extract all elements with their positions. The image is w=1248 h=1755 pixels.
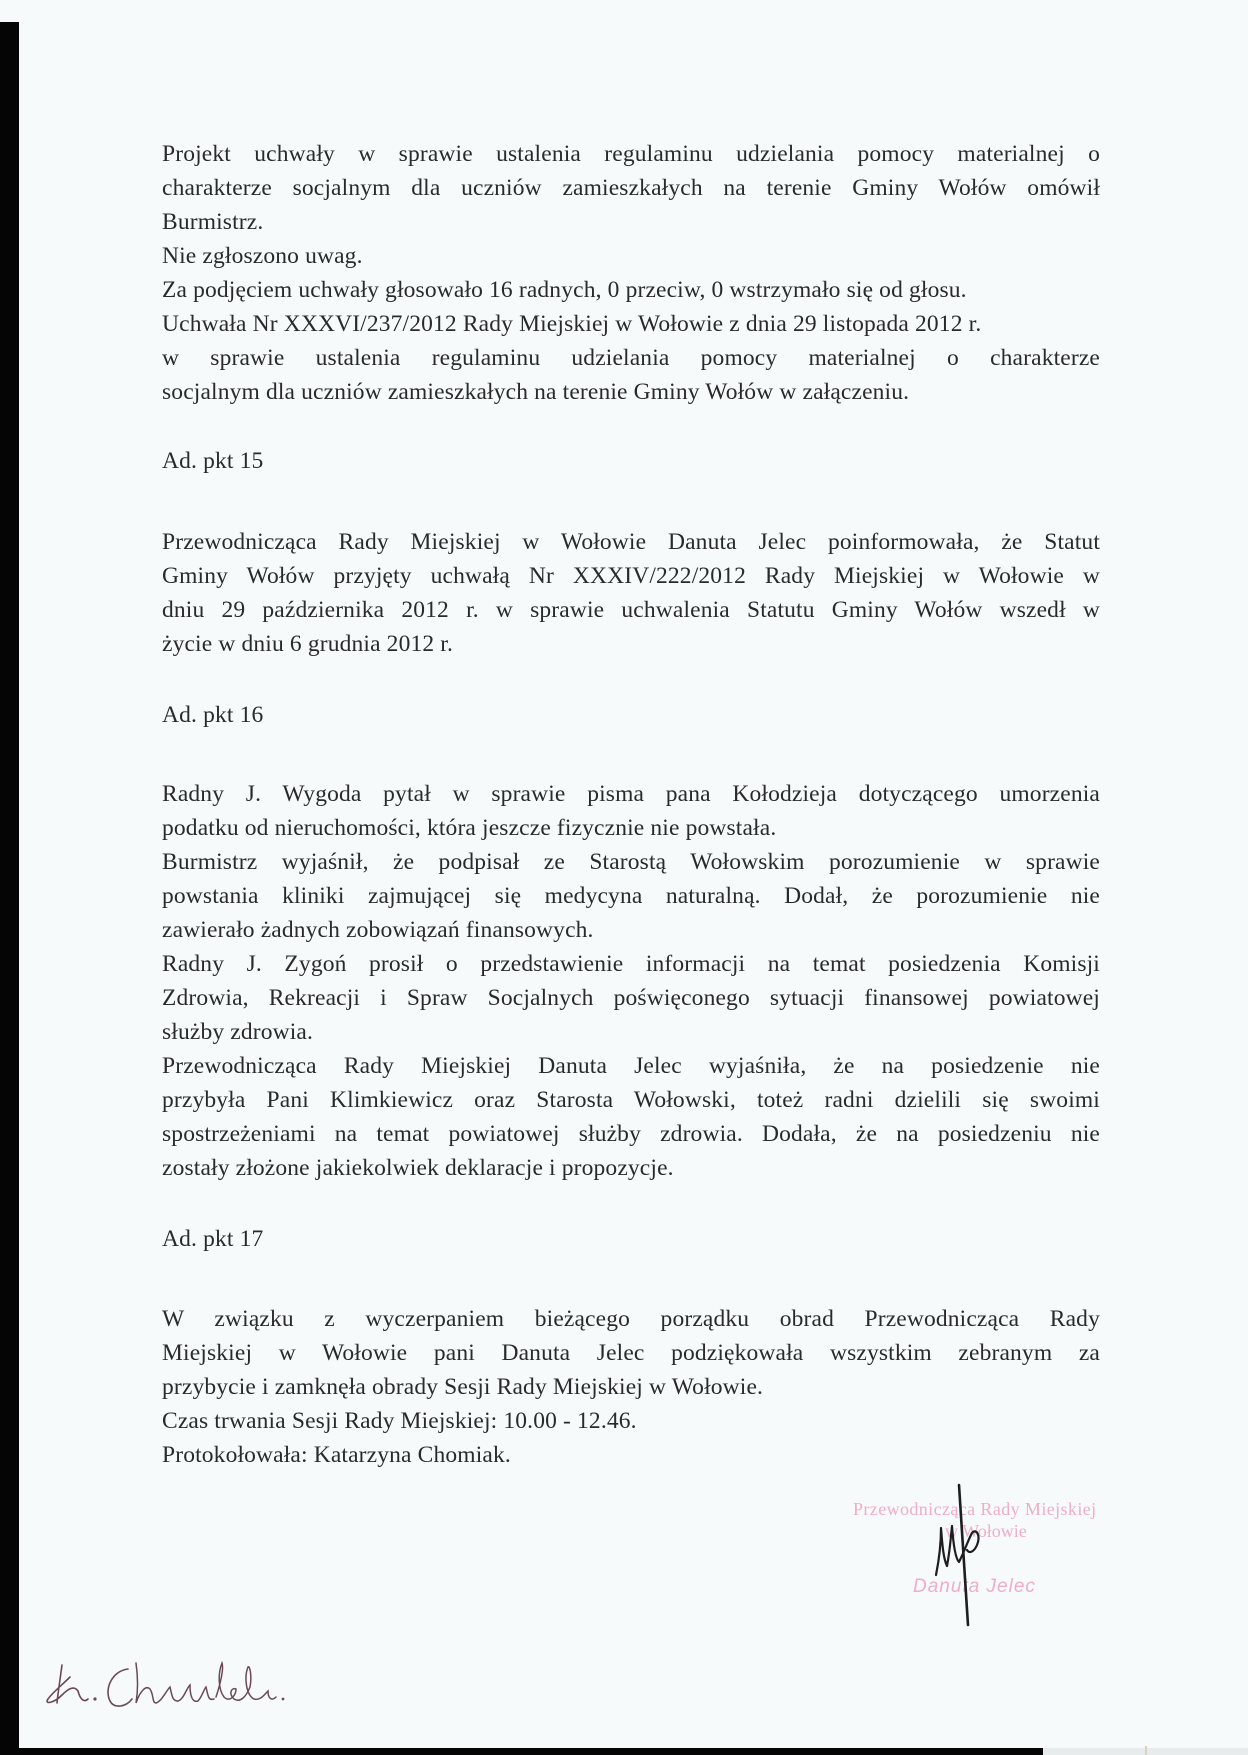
paragraph-line: przybycie i zamknęła obrady Sesji Rady Miejskiej w Wołowie. bbox=[162, 1374, 764, 1400]
paragraph-line: Burmistrz. bbox=[162, 209, 264, 235]
paragraph-line: dniu 29 października 2012 r. w sprawie uchwalenia Statutu Gminy Wołów wszedł w bbox=[162, 597, 1100, 623]
scan-border-bottom bbox=[0, 1748, 1043, 1755]
paragraph-line: Gminy Wołów przyjęty uchwałą Nr XXXIV/222/2012 Rady Miejskiej w Wołowie w bbox=[162, 563, 1100, 589]
paragraph-line: służby zdrowia. bbox=[162, 1019, 314, 1045]
paragraph-line: w sprawie ustalenia regulaminu udzielania pomocy materialnej o charakterze bbox=[162, 345, 1100, 371]
paragraph-line: życie w dniu 6 grudnia 2012 r. bbox=[162, 631, 454, 657]
section-heading-16: Ad. pkt 16 bbox=[162, 702, 264, 728]
paragraph-line: charakterze socjalnym dla uczniów zamieszkałych na terenie Gminy Wołów omówił bbox=[162, 175, 1100, 201]
section-heading-15: Ad. pkt 15 bbox=[162, 448, 264, 474]
paragraph-line: Za podjęciem uchwały głosowało 16 radnych, 0 przeciw, 0 wstrzymało się od głosu. bbox=[162, 277, 967, 303]
chair-signature bbox=[925, 1480, 1005, 1630]
paragraph-line: Burmistrz wyjaśnił, że podpisał ze Starostą Wołowskim porozumienie w sprawie bbox=[162, 849, 1100, 875]
paragraph-line: socjalnym dla uczniów zamieszkałych na terenie Gminy Wołów w załączeniu. bbox=[162, 379, 910, 405]
paragraph-line: Protokołowała: Katarzyna Chomiak. bbox=[162, 1442, 511, 1468]
paragraph-line: zawierało żadnych zobowiązań finansowych. bbox=[162, 917, 594, 943]
paragraph-line: Czas trwania Sesji Rady Miejskiej: 10.00 - 12.46. bbox=[162, 1408, 637, 1434]
paragraph-line: Przewodnicząca Rady Miejskiej w Wołowie Danuta Jelec poinformowała, że Statut bbox=[162, 529, 1100, 555]
scan-border-left bbox=[0, 22, 19, 1755]
paragraph-line: przybyła Pani Klimkiewicz oraz Starosta Wołowski, toteż radni dzielili się swoimi bbox=[162, 1087, 1100, 1113]
paragraph-line: Nie zgłoszono uwag. bbox=[162, 243, 363, 269]
paragraph-line: Miejskiej w Wołowie pani Danuta Jelec podziękowała wszystkim zebranym za bbox=[162, 1340, 1100, 1366]
paragraph-line: W związku z wyczerpaniem bieżącego porządku obrad Przewodnicząca Rady bbox=[162, 1306, 1100, 1332]
minutes-signature bbox=[40, 1655, 320, 1715]
paragraph-line: Radny J. Wygoda pytał w sprawie pisma pana Kołodzieja dotyczącego umorzenia bbox=[162, 781, 1100, 807]
stamp-location: w Wołowie bbox=[945, 1521, 1027, 1541]
scan-edge-mark bbox=[1145, 1746, 1147, 1755]
stamp-title: Przewodnicząca Rady Miejskiej bbox=[853, 1499, 1097, 1519]
paragraph-line: Radny J. Zygoń prosił o przedstawienie informacji na temat posiedzenia Komisji bbox=[162, 951, 1100, 977]
section-heading-17: Ad. pkt 17 bbox=[162, 1226, 264, 1252]
paragraph-line: Przewodnicząca Rady Miejskiej Danuta Jelec wyjaśniła, że na posiedzenie nie bbox=[162, 1053, 1100, 1079]
paragraph-line: Zdrowia, Rekreacji i Spraw Socjalnych poświęconego sytuacji finansowej powiatowej bbox=[162, 985, 1100, 1011]
stamp-name: Danuta Jelec bbox=[913, 1576, 1036, 1597]
paragraph-line: zostały złożone jakiekolwiek deklaracje i propozycje. bbox=[162, 1155, 674, 1181]
paragraph-line: Uchwała Nr XXXVI/237/2012 Rady Miejskiej w Wołowie z dnia 29 listopada 2012 r. bbox=[162, 311, 982, 337]
paragraph-line: spostrzeżeniami na temat powiatowej służby zdrowia. Dodała, że na posiedzeniu nie bbox=[162, 1121, 1100, 1147]
paragraph-line: podatku od nieruchomości, która jeszcze fizycznie nie powstała. bbox=[162, 815, 777, 841]
paragraph-line: powstania kliniki zajmującej się medycyna naturalną. Dodał, że porozumienie nie bbox=[162, 883, 1100, 909]
paragraph-line: Projekt uchwały w sprawie ustalenia regulaminu udzielania pomocy materialnej o bbox=[162, 141, 1100, 167]
